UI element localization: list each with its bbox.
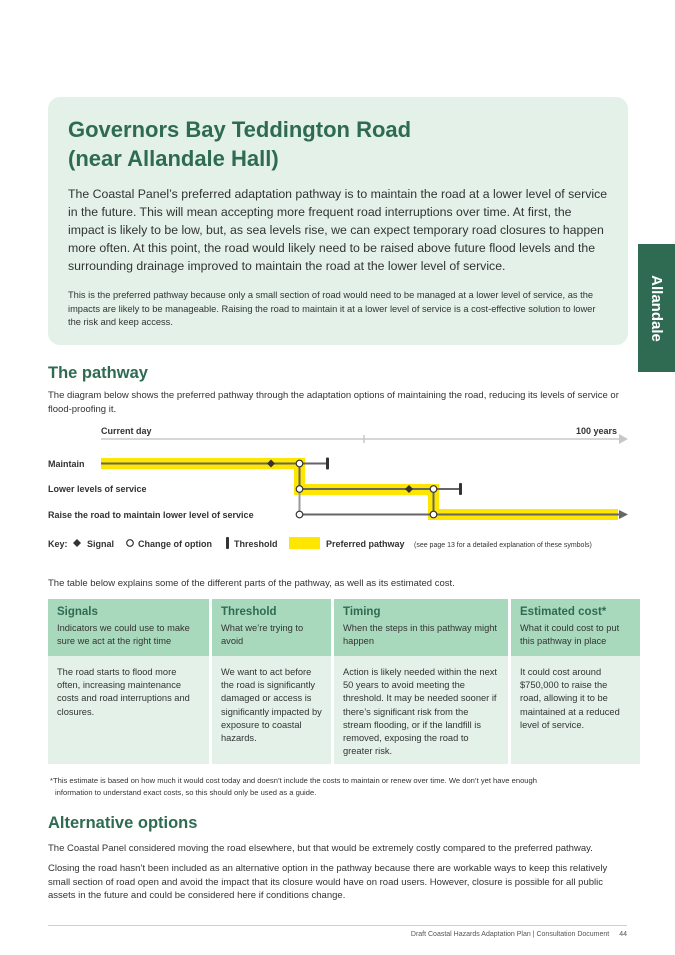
section-side-tab xyxy=(638,244,675,372)
key-signal-label: Signal xyxy=(87,539,115,549)
change-option-icon xyxy=(430,486,437,493)
cell-signals: The road starts to flood more often, increasing maintenance costs and road interruptions and closures. xyxy=(48,656,209,764)
key-preferred-label: Preferred pathway xyxy=(326,539,405,549)
footer-separator: | xyxy=(532,931,535,938)
row-label-maintain: Maintain xyxy=(48,459,85,469)
footer-doc-title: Draft Coastal Hazards Adaptation Plan xyxy=(410,931,531,938)
intro-box xyxy=(48,97,628,345)
key-change-icon xyxy=(127,540,134,547)
threshold-icon xyxy=(459,483,462,495)
key-signal-icon xyxy=(73,539,81,547)
change-option-icon xyxy=(296,511,303,518)
pathway-diagram xyxy=(0,418,675,558)
footer xyxy=(411,931,627,938)
diagram-key xyxy=(48,537,592,549)
footer-rule xyxy=(48,925,627,926)
pathway-arrow-icon xyxy=(619,510,628,519)
timeline-start-label: Current day xyxy=(101,426,152,436)
alternatives-para-1: The Coastal Panel considered moving the road elsewhere, but that would be extremely costly compared to the preferred pathway. xyxy=(48,843,593,854)
header-cost: Estimated cost* What it could cost to put this pathway in place xyxy=(511,599,640,656)
change-option-icon xyxy=(430,511,437,518)
table-intro: The table below explains some of the different parts of the pathway, as well as its estimated cost. xyxy=(48,578,455,589)
page-title: Governors Bay Teddington Road (near Allandale Hall) xyxy=(68,117,412,171)
key-change-label: Change of option xyxy=(138,539,212,549)
row-label-raise-road: Raise the road to maintain lower level of service xyxy=(48,510,254,520)
key-threshold-icon xyxy=(226,537,229,549)
table-header-row xyxy=(48,599,640,656)
key-label: Key: xyxy=(48,539,68,549)
pathway-heading: The pathway xyxy=(48,364,148,382)
cell-threshold: We want to act before the road is significantly damaged or access is significantly impacted by exposure to coastal hazards. xyxy=(212,656,331,764)
threshold-icon xyxy=(326,458,329,470)
row-label-lower-service: Lower levels of service xyxy=(48,484,147,494)
header-threshold: Threshold What we’re trying to avoid xyxy=(212,599,331,656)
key-threshold-label: Threshold xyxy=(234,539,278,549)
change-option-icon xyxy=(296,460,303,467)
pathway-description: The diagram below shows the preferred pathway through the adaptation options of maintaining the road, reducing its levels of service or flood-proofing it. xyxy=(48,390,619,415)
key-note: (see page 13 for a detailed explanation of these symbols) xyxy=(414,542,592,549)
cell-timing: Action is likely needed within the next 50 years to avoid meeting the threshold. It may be needed sooner if there’s significant risk from the stream flooding, or if the landfill is removed, exposing the road to greater risk. xyxy=(334,656,508,764)
timeline-arrow-icon xyxy=(619,434,628,444)
cost-footnote: *This estimate is based on how much it would cost today and doesn’t include the costs to maintain or renew over time. We don’t yet have enough information to understand exact costs, so this should only be used as a guide. xyxy=(50,776,537,797)
side-tab-label: Allandale xyxy=(648,274,665,342)
intro-lead: The Coastal Panel’s preferred adaptation pathway is to maintain the road at a lower level of service in the future. This will mean accepting more frequent road interruptions over time. At first, the impact is likely to be low, but, as sea levels rise, we can expect temporary road closures to happen more often. At this point, the road would likely need to be raised above future flood levels and the surrounding drainage improved to maintain the road at the lower level of service. xyxy=(68,187,608,273)
alternatives-heading: Alternative options xyxy=(48,814,198,832)
cell-cost: It could cost around $750,000 to raise the road, allowing it to be maintained at a reduced level of service. xyxy=(511,656,640,764)
intro-small: This is the preferred pathway because only a small section of road would need to be managed at a lower level of service, as the impacts are likely to be manageable. Raising the road to maintain it at a lower level of service is a cost-effective solution to lower the risk and keep access. xyxy=(68,290,596,327)
footer-section: Consultation Document xyxy=(536,931,610,938)
alternatives-para-2: Closing the road hasn’t been included as an alternative option in the pathway because there are workable ways to keep this relatively small section of road open and avoid the impact that its closure would have on road users. However, closure is possible for all public assets in the future and could be considered here if conditions change. xyxy=(48,863,608,901)
timeline-end-label: 100 years xyxy=(575,426,617,436)
change-option-icon xyxy=(296,486,303,493)
pathway-table xyxy=(45,599,643,764)
page-number: 44 xyxy=(619,931,627,938)
header-signals: Signals Indicators we could use to make sure we act at the right time xyxy=(48,599,209,656)
table-row xyxy=(48,656,640,764)
header-timing: Timing When the steps in this pathway might happen xyxy=(334,599,508,656)
key-preferred-swatch xyxy=(289,537,320,549)
